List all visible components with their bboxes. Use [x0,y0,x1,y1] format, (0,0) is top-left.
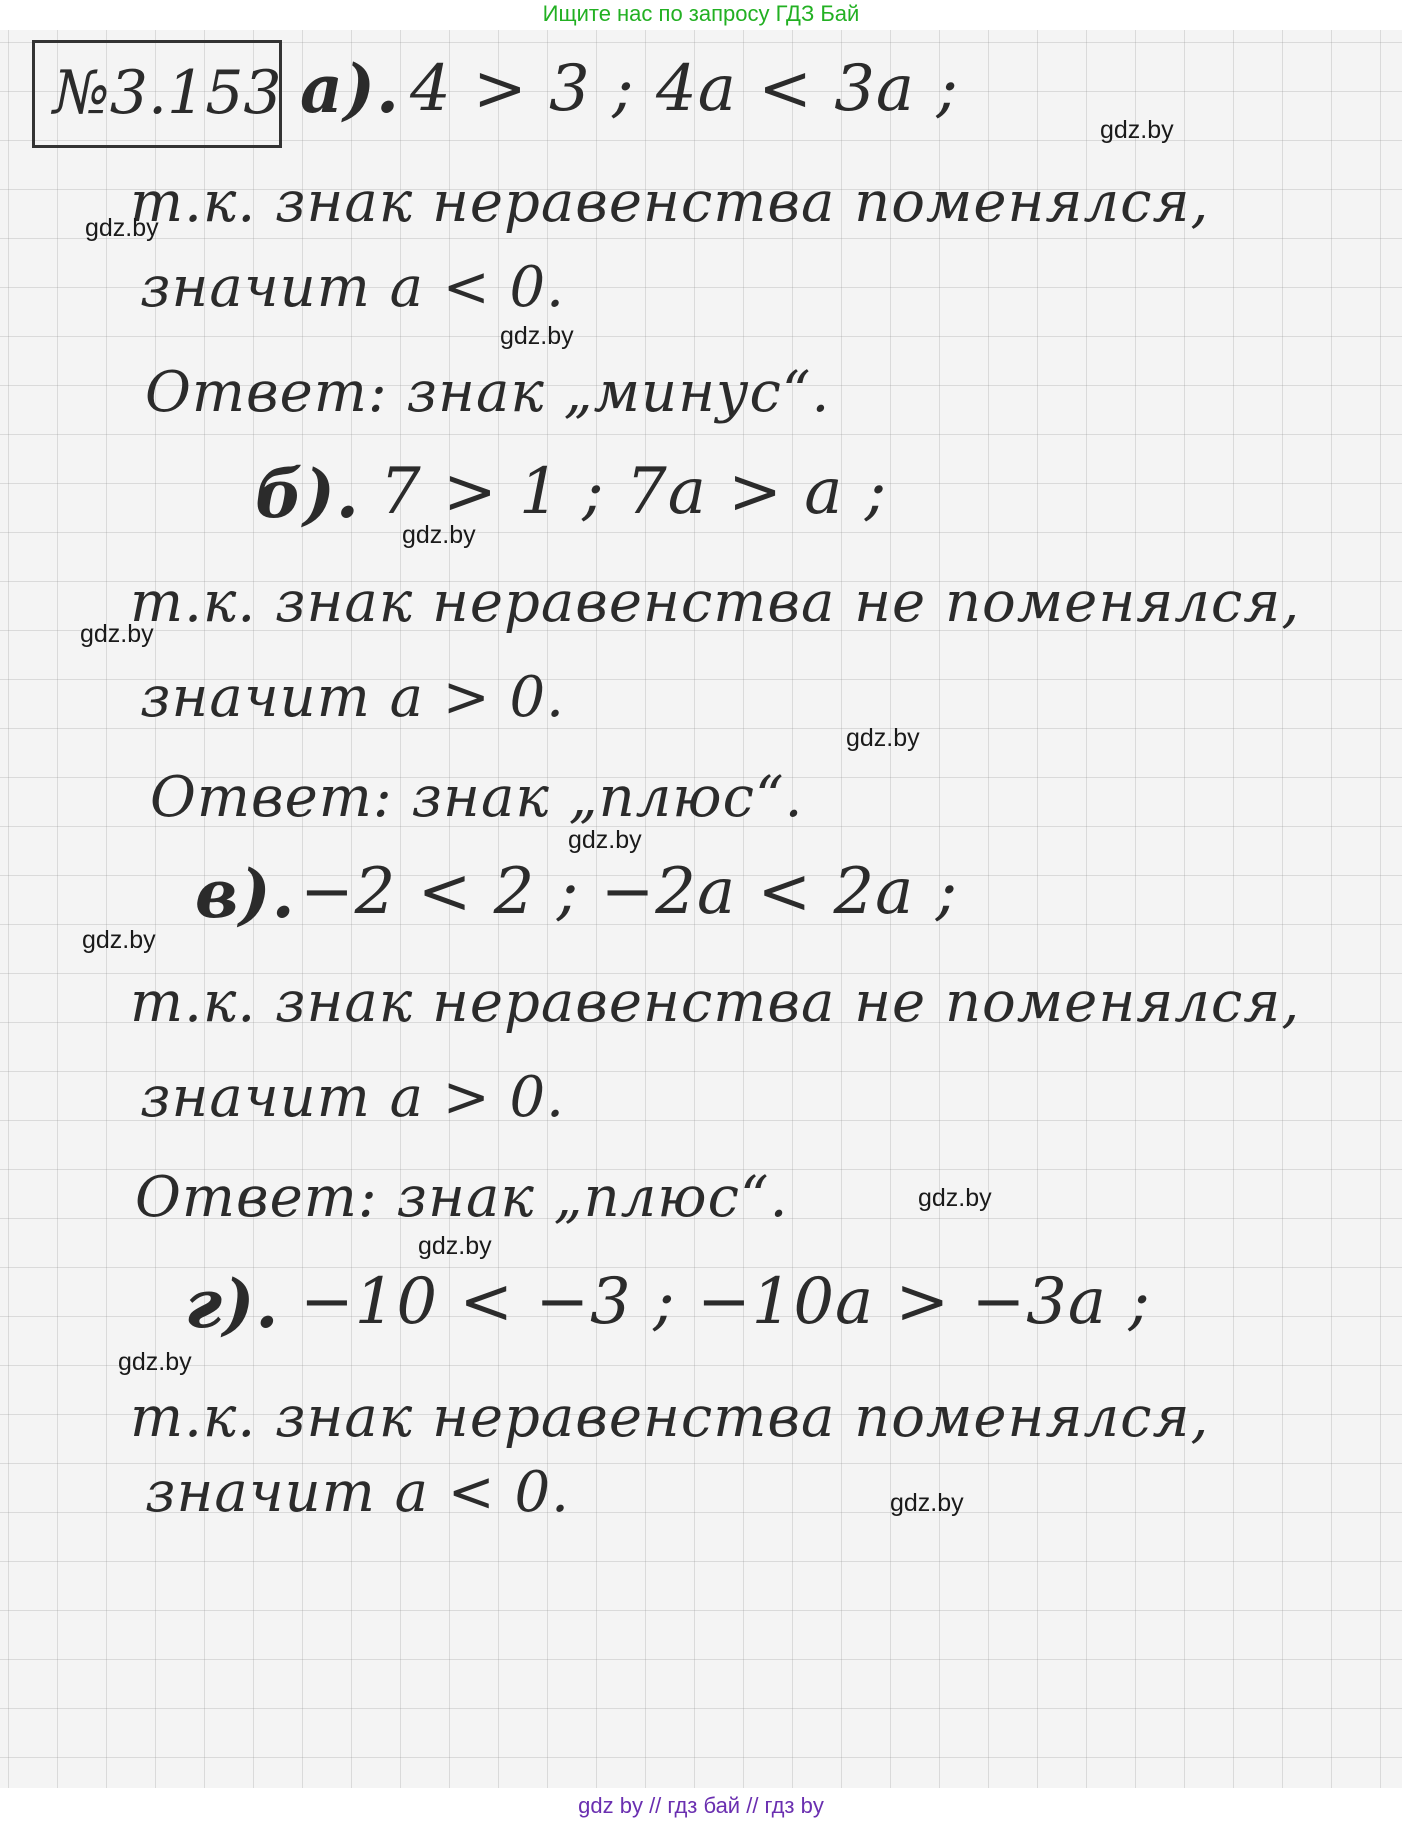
part-v-reason: т.к. знак неравенства не поменялся, [130,970,1301,1035]
part-a-equation: 4 > 3 ; 4a < 3a ; [410,52,959,126]
watermark: gdz.by [1100,116,1174,144]
top-banner[interactable] [0,0,1402,30]
watermark: gdz.by [890,1489,964,1517]
part-b-reason: т.к. знак неравенства не поменялся, [130,570,1301,635]
task-number-box [32,40,282,148]
part-g-label: г). [185,1265,280,1343]
part-v-answer: Ответ: знак „плюс“. [135,1165,789,1230]
bottom-banner-text[interactable]: gdz by // гдз бай // гдз by [578,1793,824,1818]
part-g-conclusion: значит a < 0. [145,1460,570,1525]
watermark: gdz.by [402,521,476,549]
part-a-reason: т.к. знак неравенства поменялся, [130,170,1210,235]
top-banner-text[interactable]: Ищите нас по запросу ГДЗ Бай [542,1,860,26]
watermark: gdz.by [846,724,920,752]
task-number: №3.153 [53,58,282,128]
watermark: gdz.by [85,214,159,242]
part-b-answer: Ответ: знак „плюс“. [150,765,804,830]
part-a-conclusion: значит a < 0. [140,255,565,320]
watermark: gdz.by [82,926,156,954]
part-v-conclusion: значит a > 0. [140,1065,565,1130]
watermark: gdz.by [80,620,154,648]
watermark: gdz.by [418,1232,492,1260]
bottom-banner[interactable] [0,1788,1402,1825]
watermark: gdz.by [500,322,574,350]
part-b-equation: 7 > 1 ; 7a > a ; [380,455,888,529]
part-v-label: в). [195,855,296,933]
part-a-answer: Ответ: знак „минус“. [145,360,831,425]
part-a-label: а). [300,50,400,128]
part-g-reason: т.к. знак неравенства поменялся, [130,1385,1210,1450]
watermark: gdz.by [118,1348,192,1376]
watermark: gdz.by [918,1184,992,1212]
part-g-equation: −10 < −3 ; −10a > −3a ; [300,1265,1151,1339]
part-v-equation: −2 < 2 ; −2a < 2a ; [300,855,959,929]
part-b-conclusion: значит a > 0. [140,665,565,730]
watermark: gdz.by [568,826,642,854]
part-b-label: б). [255,455,360,533]
